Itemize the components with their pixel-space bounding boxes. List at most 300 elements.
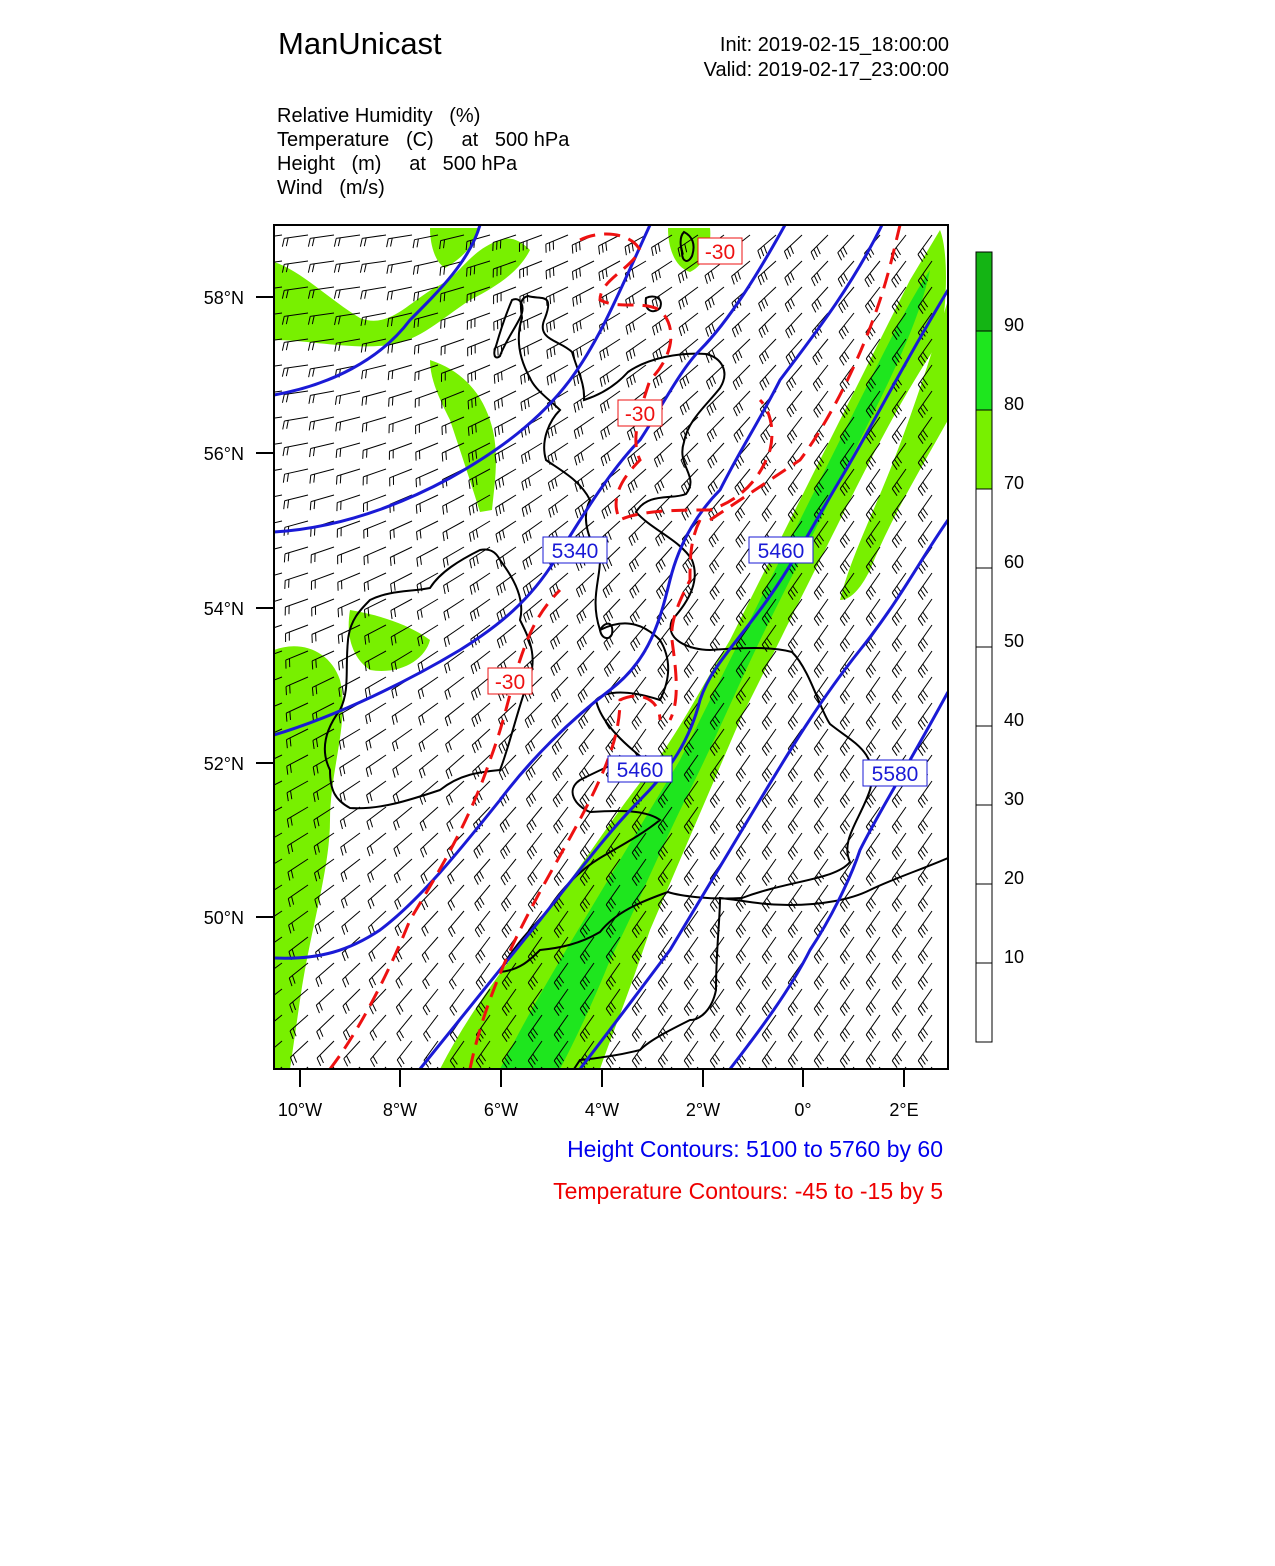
wind-barb-feather	[580, 639, 584, 647]
wind-barb-feather	[500, 585, 502, 593]
wind-barb-feather	[559, 1080, 564, 1087]
wind-barb-feather	[762, 853, 767, 860]
wind-barb-feather	[817, 615, 822, 622]
wind-barb-feather	[606, 321, 608, 329]
wind-barb-feather	[552, 747, 556, 755]
wind-barb-feather	[659, 349, 661, 357]
wind-barb-feather	[632, 269, 634, 277]
wind-barb-feather	[522, 508, 524, 516]
wind-barb-feather	[655, 512, 659, 520]
wind-barb-feather	[921, 667, 926, 674]
wind-barb-feather	[715, 612, 720, 619]
wind-barb-feather	[788, 853, 793, 860]
wind-barb-feather	[713, 481, 717, 489]
wind-barb-feather	[504, 927, 509, 934]
wind-barb-feather	[266, 949, 268, 957]
wind-barb-feather	[659, 375, 662, 383]
wind-barb-feather	[657, 457, 660, 465]
wind-barb-feather	[282, 342, 284, 350]
wind-barb-feather	[370, 819, 372, 827]
wind-barb-feather	[308, 264, 310, 272]
wind-barb-feather	[840, 905, 845, 912]
wind-barb-feather	[713, 823, 718, 830]
wind-barb-feather	[788, 801, 793, 808]
wind-barb-feather	[817, 719, 822, 726]
wind-barb-feather	[603, 350, 605, 358]
wind-barb-feather	[918, 749, 923, 756]
wind-barb-feather	[713, 1031, 718, 1038]
wind-barb-feather	[474, 611, 476, 619]
wind-barb-feather	[580, 613, 583, 621]
wind-barb-feather	[440, 294, 441, 303]
wind-barb-feather	[920, 251, 925, 258]
wind-barb-feather	[286, 713, 287, 722]
colorbar-label-10: 10	[1004, 947, 1025, 967]
wind-barb-feather	[921, 537, 926, 544]
wind-barb-feather	[396, 793, 399, 801]
wind-barb-feather	[580, 294, 581, 302]
wind-barb-feather	[526, 559, 528, 567]
wind-barb-feather	[633, 374, 635, 382]
wind-barb-feather	[395, 928, 399, 936]
wind-barb-feather	[687, 1005, 692, 1012]
wind-barb-feather	[790, 433, 795, 440]
temp-label-central: -30	[624, 403, 656, 426]
wind-barb-feather	[555, 452, 557, 460]
wind-barb-feather	[741, 742, 746, 749]
wind-barb-feather	[531, 1083, 536, 1090]
wind-barb-feather	[736, 406, 740, 414]
wind-barb-feather	[287, 473, 288, 481]
wind-barb-feather	[793, 794, 798, 801]
wind-barb-feather	[897, 534, 902, 541]
wind-barb-feather	[310, 475, 311, 483]
wind-barb-feather	[817, 1005, 822, 1012]
wind-barb-feather	[656, 325, 658, 333]
wind-barb-feather	[585, 820, 590, 827]
wind-barb-feather	[364, 238, 366, 246]
wind-barb-feather	[608, 532, 611, 540]
wind-barb-feather	[344, 898, 347, 906]
wind-barb-feather	[399, 978, 403, 986]
wind-barb-feather	[476, 503, 477, 511]
wind-barb-feather	[396, 767, 398, 775]
wind-barb-feather	[788, 723, 793, 730]
wind-barb-feather	[629, 538, 632, 546]
wind-barb-feather	[684, 879, 689, 886]
wind-barb-feather	[684, 483, 688, 491]
wind-barb-feather	[814, 645, 819, 652]
wind-barb-feather	[817, 641, 822, 648]
wind-barb-feather	[736, 879, 741, 886]
wind-barb-feather	[336, 423, 337, 431]
wind-barb-feather	[818, 404, 823, 411]
wind-barb-feather	[869, 719, 874, 726]
wind-barb-feather	[422, 768, 425, 776]
wind-barb-feather	[736, 567, 741, 574]
longitude-axis	[278, 1069, 919, 1120]
wind-barb-feather	[765, 1057, 770, 1064]
wind-barb-feather	[637, 1054, 642, 1061]
wind-barb-feather	[710, 431, 714, 439]
wind-barb-feather	[501, 878, 505, 885]
wind-barb-feather	[424, 873, 427, 881]
wind-barb-feather	[656, 377, 659, 385]
wind-barb-feather	[573, 325, 574, 333]
wind-barb-feather	[282, 368, 284, 376]
wind-barb-feather	[499, 479, 500, 487]
wind-barb-feather	[557, 715, 561, 723]
wind-barb-feather	[713, 901, 718, 908]
wind-barb-feather	[871, 872, 876, 879]
wind-barb-feather	[687, 927, 692, 934]
wind-barb-feather	[844, 326, 848, 333]
wind-barb-feather	[495, 481, 496, 489]
wind-barb-feather	[815, 354, 819, 361]
lon-label-2w: 2°W	[685, 1100, 721, 1120]
wind-barb-feather	[656, 591, 660, 598]
wind-barb-feather	[424, 899, 428, 907]
wind-barb-feather	[895, 1057, 900, 1064]
wind-barb-feather	[817, 979, 822, 986]
wind-barb-feather	[496, 534, 498, 542]
wind-barb-feather	[546, 271, 547, 280]
wind-barb-feather	[762, 749, 767, 756]
wind-barb-feather	[840, 358, 845, 365]
lat-label-54: 54°N	[203, 599, 244, 619]
wind-barb-feather	[551, 668, 554, 676]
wind-barb-feather	[442, 453, 443, 462]
wind-barb-feather	[387, 239, 389, 247]
chart-title: ManUnicast	[278, 26, 442, 61]
wind-barb-feather	[710, 801, 715, 808]
wind-barb-feather	[765, 719, 770, 726]
wind-barb-feather	[923, 560, 928, 567]
wind-barb-feather	[261, 525, 262, 533]
wind-barb-feather	[257, 473, 259, 481]
wind-barb-feather	[556, 797, 560, 804]
wind-barb-feather	[574, 378, 576, 386]
wind-barb-feather	[369, 714, 371, 722]
wind-barb-feather	[843, 1031, 848, 1038]
wind-barb-feather	[895, 979, 900, 986]
wind-barb-feather	[256, 316, 258, 324]
wind-barb-feather	[843, 979, 848, 986]
wind-barb-feather	[762, 671, 767, 678]
wind-barb-feather	[791, 719, 796, 726]
wind-barb-feather	[791, 1005, 796, 1012]
wind-barb-feather	[839, 305, 843, 312]
wind-barb-feather	[741, 846, 746, 853]
wind-barb-feather	[793, 638, 798, 645]
wind-barb-feather	[791, 1057, 796, 1064]
wind-barb-feather	[712, 376, 715, 384]
wind-barb-feather	[787, 383, 791, 390]
wind-barb-feather	[687, 953, 692, 960]
wind-barb-feather	[265, 922, 267, 930]
wind-barb-feather	[814, 1009, 819, 1016]
wind-barb-feather	[583, 689, 587, 697]
wind-barb-feather	[866, 931, 871, 938]
wind-barb-feather	[626, 353, 628, 361]
wind-barb-feather	[334, 264, 336, 272]
wind-barb-feather	[894, 277, 899, 284]
wind-barb-feather	[658, 1061, 663, 1068]
wind-barb-feather	[918, 1035, 923, 1042]
wind-barb-feather	[819, 1028, 824, 1035]
wind-barb-feather	[840, 827, 845, 834]
wind-barb-feather	[869, 953, 874, 960]
wind-barb-feather	[710, 957, 715, 964]
wind-barb-feather	[689, 664, 694, 671]
wind-barb-feather	[507, 924, 512, 931]
wind-barb-feather	[392, 743, 394, 751]
wind-barb-feather	[892, 619, 897, 626]
wind-barb-feather	[576, 296, 577, 304]
wind-barb-feather	[551, 694, 555, 702]
wind-barb-feather	[705, 276, 707, 284]
wind-barb-feather	[793, 872, 798, 879]
wind-barb-feather	[500, 825, 504, 833]
wind-barb-feather	[658, 723, 663, 730]
wind-barb-feather	[472, 745, 475, 753]
wind-barb-feather	[581, 718, 585, 725]
wind-barb-feather	[715, 820, 720, 827]
wind-barb-feather	[660, 667, 665, 674]
wind-barb-feather	[261, 499, 262, 507]
wind-barb-feather	[713, 455, 717, 463]
wind-barb-feather	[344, 845, 346, 853]
colorbar-label-90: 90	[1004, 315, 1025, 335]
wind-barb-feather	[816, 381, 820, 388]
wind-barb-feather	[736, 749, 741, 756]
wind-barb-feather	[532, 793, 536, 800]
wind-barb-feather	[555, 478, 557, 486]
wind-barb-feather	[793, 950, 798, 957]
wind-barb-feather	[761, 435, 765, 442]
wind-barb-feather	[786, 331, 790, 339]
wind-barb-feather	[392, 716, 394, 724]
wind-barb-feather	[501, 372, 502, 381]
wind-barb-feather	[661, 1083, 666, 1090]
wind-barb-feather	[658, 670, 663, 677]
wind-barb-feather	[606, 587, 610, 595]
wind-barb-feather	[480, 871, 484, 879]
wind-barb-feather	[447, 610, 449, 618]
wind-barb-feather	[661, 480, 664, 488]
wind-barb-feather	[260, 342, 262, 350]
wind-barb-feather	[732, 329, 735, 337]
wind-barb-feather	[686, 615, 691, 622]
wind-barb-feather	[633, 322, 635, 330]
wind-barb-feather	[840, 697, 845, 704]
wind-barb-feather	[417, 265, 418, 273]
wind-barb-feather	[607, 374, 609, 382]
wind-barb-feather	[394, 875, 397, 883]
wind-barb-feather	[309, 395, 310, 403]
wind-barb-feather	[558, 820, 563, 827]
wind-barb-feather	[421, 609, 423, 617]
wind-barb-feather	[892, 437, 897, 444]
wind-barb-feather	[793, 716, 798, 723]
wind-barb-feather	[814, 957, 819, 964]
wind-barb-feather	[473, 558, 475, 566]
wind-barb-feather	[579, 748, 583, 755]
wind-barb-feather	[736, 983, 741, 990]
wind-barb-feather	[294, 1081, 297, 1089]
wind-barb-feather	[791, 953, 796, 960]
wind-barb-feather	[685, 297, 687, 305]
wind-barb-feather	[313, 448, 314, 456]
wind-barb-feather	[791, 325, 795, 333]
wind-barb-feather	[521, 376, 522, 384]
wind-barb-feather	[762, 801, 767, 808]
wind-barb-feather	[706, 381, 709, 389]
wind-barb-feather	[921, 849, 926, 856]
wind-barb-feather	[740, 455, 744, 462]
wind-barb-feather	[607, 400, 609, 408]
wind-barb-feather	[767, 768, 772, 775]
wind-barb-feather	[762, 723, 767, 730]
colorbar	[976, 252, 1024, 1042]
wind-barb-feather	[705, 302, 708, 310]
wind-barb-feather	[396, 981, 400, 989]
wind-barb-feather	[446, 531, 447, 539]
wind-barb-feather	[871, 950, 876, 957]
wind-barb-feather	[260, 739, 261, 748]
colorbar-segment-10-20	[976, 884, 992, 963]
wind-barb-feather	[897, 794, 902, 801]
wind-barb-feather	[316, 979, 319, 987]
wind-barb	[258, 365, 282, 368]
wind-barb-feather	[526, 746, 530, 754]
wind-barb-feather	[420, 797, 423, 805]
wind-barb-feather	[609, 584, 613, 592]
wind-barb-feather	[788, 489, 793, 496]
wind-barb-feather	[577, 402, 579, 410]
wind-barb-feather	[553, 800, 557, 807]
wind-barb-feather	[788, 1009, 793, 1016]
wind-barb-feather	[391, 610, 392, 618]
wind-barb-feather	[892, 645, 897, 652]
wind-barb-feather	[791, 771, 796, 778]
wind-barb-feather	[606, 242, 607, 250]
wind-barb-feather	[393, 822, 396, 830]
wind-barb-feather	[710, 905, 715, 912]
wind-barb-feather	[657, 430, 660, 438]
wind-barb-feather	[360, 264, 362, 272]
wind-barb-feather	[283, 421, 285, 429]
wind-barb-feather	[362, 397, 363, 406]
wind-barb-feather	[765, 979, 770, 986]
wind-barb-feather	[761, 274, 764, 282]
wind-barb-feather	[661, 1057, 666, 1064]
wind-barb-feather	[637, 716, 642, 723]
wind-barb-feather	[581, 452, 583, 460]
wind-barb-feather	[741, 1028, 746, 1035]
wind-barb-feather	[918, 541, 923, 548]
wind-barb-feather	[817, 953, 822, 960]
wind-barb-feather	[443, 506, 444, 514]
wind-barb-feather	[791, 823, 796, 830]
wind-barb-feather	[554, 294, 555, 303]
wind-barb-feather	[921, 1005, 926, 1012]
wind-barb-feather	[497, 640, 500, 648]
init-time: Init: 2019-02-15_18:00:00	[719, 34, 949, 56]
wind-barb-feather	[710, 405, 713, 413]
wind-barb-feather	[923, 924, 928, 931]
wind-barb-feather	[918, 723, 923, 730]
wind-barb-feather	[661, 559, 665, 567]
wind-barb-feather	[819, 768, 824, 775]
wind-barb-feather	[449, 982, 454, 989]
wind-barb-feather	[684, 671, 689, 678]
height-label-5460-south: 5460	[616, 759, 664, 782]
wind-barb-feather	[892, 957, 897, 964]
wind-barb-feather	[659, 322, 661, 330]
wind-barb-feather	[316, 1005, 319, 1013]
wind-barb-feather	[557, 875, 562, 882]
wind-barb-feather	[575, 457, 577, 465]
wind-barb-feather	[918, 671, 923, 678]
wind-barb-feather	[388, 372, 389, 381]
wind-barb-feather	[267, 1080, 270, 1088]
wind-barb-feather	[475, 398, 476, 407]
wind-barb-feather	[391, 584, 392, 592]
wind-barb-feather	[504, 635, 507, 643]
wind-barb-feather	[635, 1057, 640, 1064]
wind-barb-feather	[577, 616, 580, 624]
wind-barb-feather	[366, 423, 367, 432]
wind-barb-feather	[555, 504, 557, 512]
wind-barb-feather	[476, 556, 478, 564]
wind-barb-feather	[765, 797, 770, 804]
wind-barb-feather	[739, 589, 744, 596]
wind-barb-feather	[310, 502, 311, 511]
wind-barb-feather	[787, 436, 792, 443]
wind-barb-feather	[343, 739, 345, 747]
wind-barb-feather	[368, 581, 369, 590]
wind-barb-feather	[634, 453, 637, 461]
wind-barb-feather	[524, 348, 525, 357]
wind-barb-feather	[417, 611, 419, 619]
wind-barb-feather	[369, 740, 371, 748]
height-label-5580: 5580	[871, 763, 919, 786]
wind-barb-feather	[528, 451, 530, 459]
wind-barb-feather	[578, 455, 580, 463]
wind-barb-feather	[659, 270, 661, 278]
wind-barb-feather	[261, 871, 263, 879]
wind-barb-feather	[871, 924, 876, 931]
wind-barb-feather	[606, 269, 607, 277]
wind-barb-feather	[892, 1087, 897, 1094]
wind-barb-feather	[559, 872, 564, 879]
wind-barb-feather	[739, 429, 743, 437]
wind-barb-feather	[652, 248, 654, 256]
wind-barb-feather	[817, 797, 822, 804]
wind-barb-feather	[897, 924, 902, 931]
wind-barb-feather	[764, 245, 767, 253]
wind-barb-feather	[871, 586, 876, 593]
wind-barb-feather	[342, 953, 345, 961]
wind-barb-feather	[282, 394, 284, 402]
wind-barb-feather	[714, 533, 718, 540]
wind-barb-feather	[843, 537, 848, 544]
wind-barb-feather	[767, 950, 772, 957]
wind-barb-feather	[576, 589, 579, 597]
wind-barb-feather	[261, 792, 262, 800]
wind-barb-feather	[603, 590, 607, 598]
